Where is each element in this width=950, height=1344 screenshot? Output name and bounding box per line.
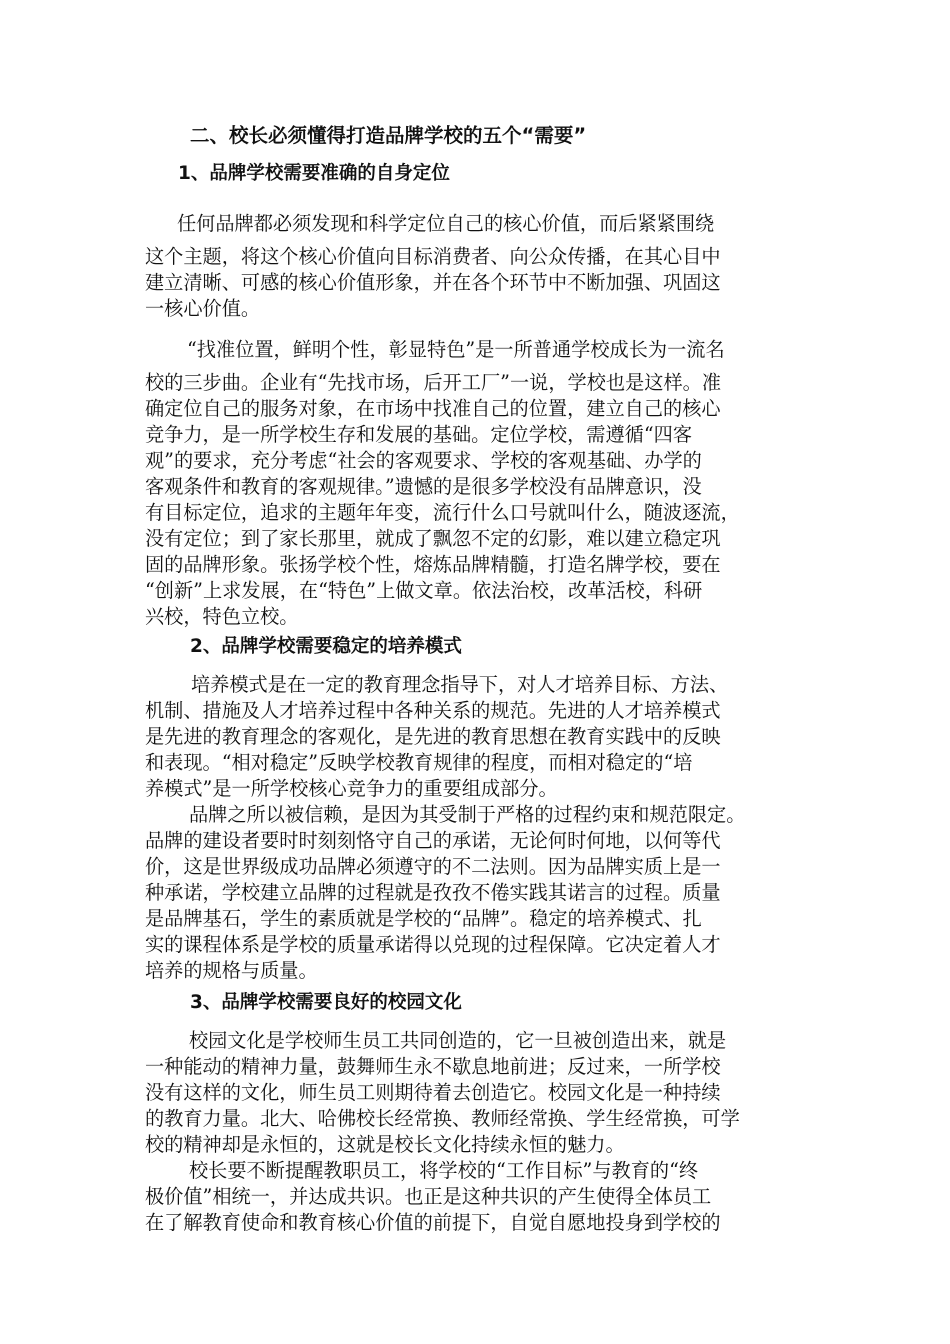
text-line: “找准位置，鲜明个性，彰显特色”是一所普通学校成长为一流名 [187, 338, 725, 361]
text-line: 固的品牌形象。张扬学校个性，熔炼品牌精髓，打造名牌学校，要在 [145, 553, 721, 576]
text-line: 是先进的教育理念的客观化，是先进的教育思想在教育实践中的反映 [145, 725, 721, 748]
section-3-heading: 3、品牌学校需要良好的校园文化 [190, 992, 462, 1013]
text-line: 没有定位；到了家长那里，就成了飘忽不定的幻影，难以建立稳定巩 [145, 527, 721, 550]
section-3-paragraph-1 [145, 1028, 825, 1158]
text-line: 极价值”相统一，并达成共识。也正是这种共识的产生使得全体员工 [145, 1185, 712, 1208]
section-1-paragraph-2 [145, 330, 825, 630]
text-line: 这个主题，将这个核心价值向目标消费者、向公众传播，在其心目中 [145, 245, 721, 268]
text-line: 是品牌基石，学生的素质就是学校的“品牌”。稳定的培养模式、扎 [145, 907, 702, 930]
text-line: 和表现。“相对稳定”反映学校教育规律的程度，而相对稳定的“培 [145, 751, 693, 774]
section-3-paragraph-2 [145, 1158, 825, 1236]
text-line: 培养的规格与质量。 [145, 959, 318, 982]
section-2-paragraph-1 [145, 672, 825, 802]
text-line: 任何品牌都必须发现和科学定位自己的核心价值，而后紧紧围绕 [177, 212, 715, 235]
text-line: 种承诺，学校建立品牌的过程就是孜孜不倦实践其诺言的过程。质量 [145, 881, 721, 904]
text-line: 校园文化是学校师生员工共同创造的，它一旦被创造出来，就是 [189, 1029, 727, 1052]
text-line: 确定位自己的服务对象，在市场中找准自己的位置，建立自己的核心 [145, 397, 721, 420]
text-line: 校长要不断提醒教职员工，将学校的“工作目标”与教育的“终 [189, 1159, 699, 1182]
text-line: 观”的要求，充分考虑“社会的客观要求、学校的客观基础、办学的 [145, 449, 702, 472]
text-line: 校的精神却是永恒的，这就是校长文化持续永恒的魅力。 [145, 1133, 625, 1156]
section-1-heading: 1、品牌学校需要准确的自身定位 [178, 163, 450, 184]
text-line: 校的三步曲。企业有“先找市场，后开工厂”一说，学校也是这样。准 [145, 371, 722, 394]
text-line: 价，这是世界级成功品牌必须遵守的不二法则。因为品牌实质上是一 [145, 855, 721, 878]
text-line: 在了解教育使命和教育核心价值的前提下，自觉自愿地投身到学校的 [145, 1211, 721, 1234]
text-line: 培养模式是在一定的教育理念指导下，对人才培养目标、方法、 [191, 673, 729, 696]
text-line: 客观条件和教育的客观规律。”遗憾的是很多学校没有品牌意识，没 [145, 475, 702, 498]
text-line: “创新”上求发展，在“特色”上做文章。依法治校，改革活校，科研 [145, 579, 703, 602]
text-line: 竞争力，是一所学校生存和发展的基础。定位学校，需遵循“四客 [145, 423, 693, 446]
text-line: 品牌的建设者要时时刻刻恪守自己的承诺，无论何时何地，以何等代 [145, 829, 721, 852]
text-line: 建立清晰、可感的核心价值形象，并在各个环节中不断加强、巩固这 [145, 271, 721, 294]
text-line: 一核心价值。 [145, 297, 261, 320]
section-1-paragraph-1 [145, 204, 825, 322]
text-line: 机制、措施及人才培养过程中各种关系的规范。先进的人才培养模式 [145, 699, 721, 722]
text-line: 品牌之所以被信赖，是因为其受制于严格的过程约束和规范限定。 [189, 803, 746, 826]
section-2-paragraph-2 [145, 802, 825, 984]
document-title: 二、校长必须懂得打造品牌学校的五个“需要” [190, 124, 587, 147]
section-2-heading: 2、品牌学校需要稳定的培养模式 [190, 636, 462, 657]
text-line: 有目标定位，追求的主题年年变，流行什么口号就叫什么，随波逐流， [145, 501, 740, 524]
text-line: 的教育力量。北大、哈佛校长经常换、教师经常换、学生经常换，可学 [145, 1107, 740, 1130]
text-line: 没有这样的文化，师生员工则期待着去创造它。校园文化是一种持续 [145, 1081, 721, 1104]
text-line: 一种能动的精神力量，鼓舞师生永不歇息地前进；反过来，一所学校 [145, 1055, 721, 1078]
text-line: 兴校，特色立校。 [145, 605, 299, 628]
text-line: 实的课程体系是学校的质量承诺得以兑现的过程保障。它决定着人才 [145, 933, 721, 956]
text-line: 养模式”是一所学校核心竞争力的重要组成部分。 [145, 777, 558, 800]
